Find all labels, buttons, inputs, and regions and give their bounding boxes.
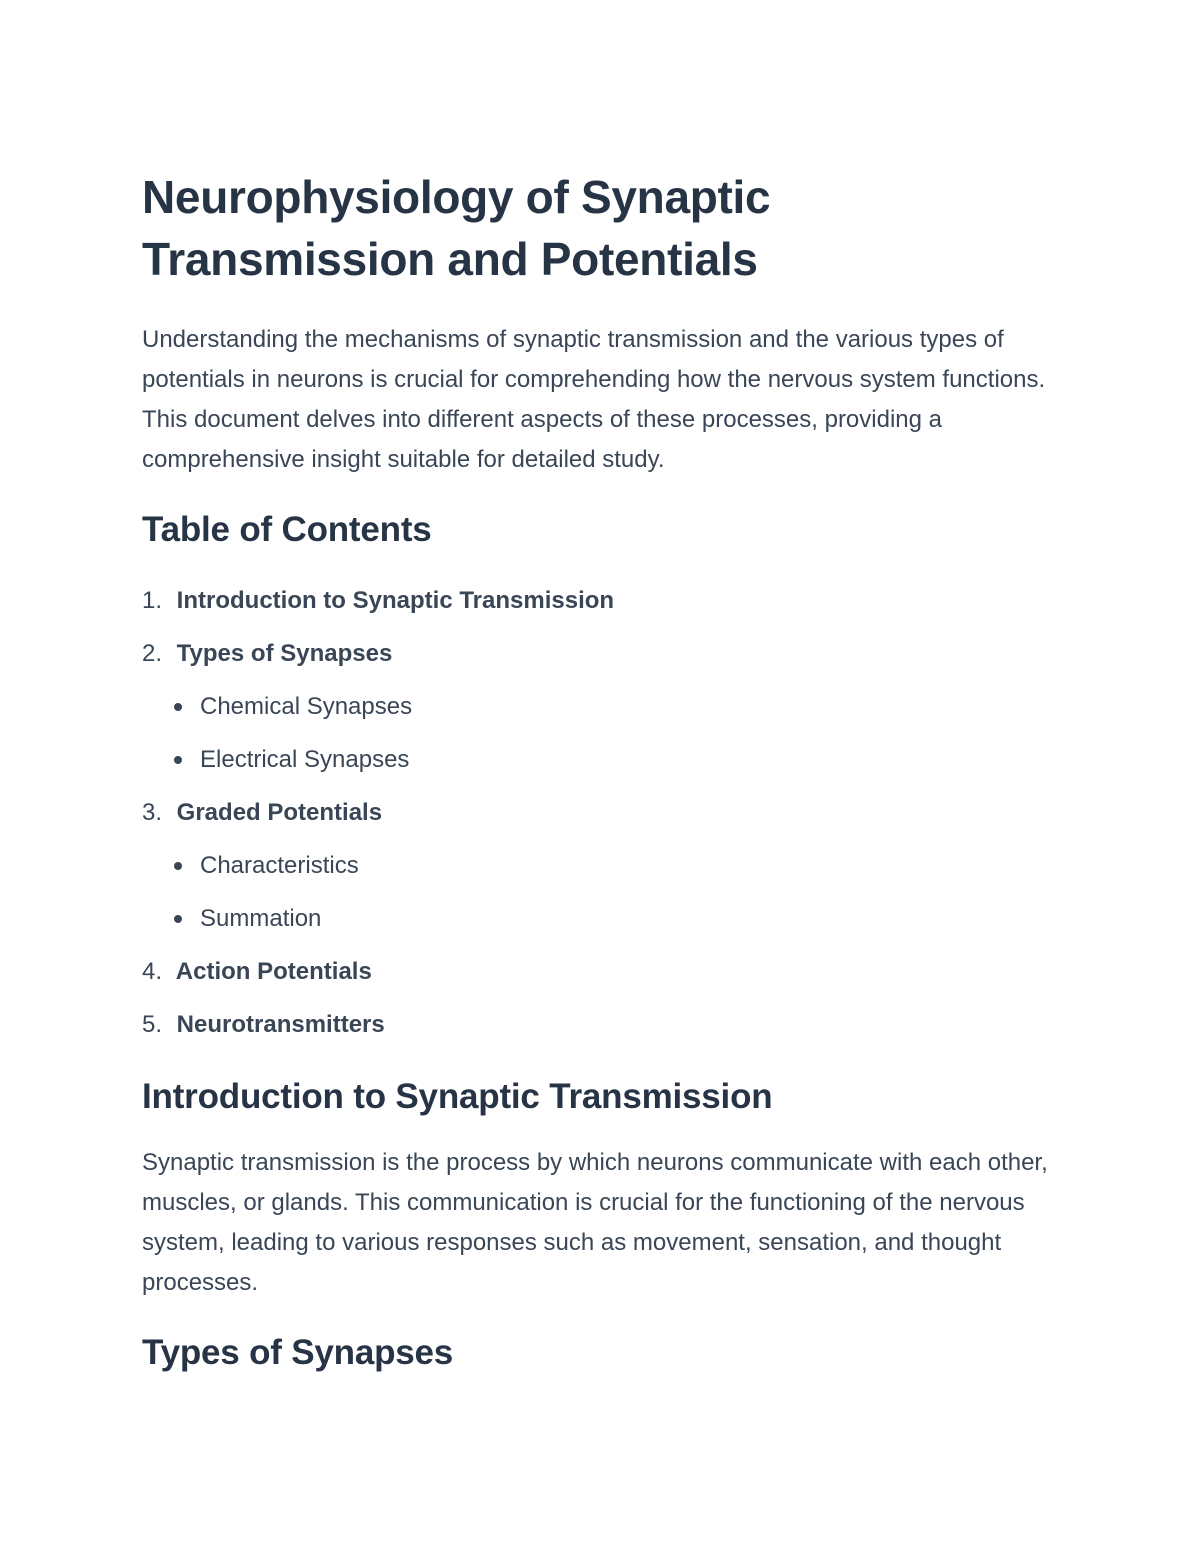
intro-paragraph: Understanding the mechanisms of synaptic transmission and the various types of potentials in neurons is crucial for comprehending how the nervous system functions. This document delves into different aspects of these processes, providing a comprehensive insight suitable for detailed study.: [142, 326, 1046, 473]
section-heading-types-of-synapses: Types of Synapses: [142, 1333, 454, 1372]
toc-item-label: Action Potentials: [175, 958, 372, 985]
toc-item-number: 3.: [142, 799, 163, 826]
toc-item-introduction[interactable]: [142, 574, 1062, 627]
toc-item-number: 2.: [142, 640, 163, 667]
toc-item-label: Types of Synapses: [176, 640, 393, 667]
table-of-contents: [142, 574, 1062, 1051]
section-heading-introduction: Introduction to Synaptic Transmission: [142, 1077, 773, 1116]
toc-subitem-characteristics[interactable]: Characteristics: [172, 839, 1062, 892]
toc-item-number: 5.: [142, 1011, 163, 1038]
toc-item-types-of-synapses[interactable]: [142, 627, 1062, 786]
document-page: [142, 166, 1062, 1375]
toc-subitem-chemical-synapses[interactable]: Chemical Synapses: [172, 680, 1062, 733]
toc-subitem-summation[interactable]: Summation: [172, 892, 1062, 945]
toc-item-graded-potentials[interactable]: [142, 786, 1062, 945]
toc-subitem-electrical-synapses[interactable]: Electrical Synapses: [172, 733, 1062, 786]
section-paragraph-introduction: Synaptic transmission is the process by which neurons communicate with each other, muscles, or glands. This communication is crucial for the functioning of the nervous system, leading to various responses such as movement, sensation, and thought processes.: [142, 1149, 1048, 1296]
toc-item-label: Introduction to Synaptic Transmission: [176, 587, 615, 614]
document-title: Neurophysiology of Synaptic Transmission and Potentials: [142, 171, 771, 285]
toc-item-number: 4.: [142, 958, 163, 985]
toc-heading: Table of Contents: [142, 510, 432, 549]
toc-item-action-potentials[interactable]: [142, 945, 1062, 998]
toc-item-neurotransmitters[interactable]: [142, 998, 1062, 1051]
toc-item-number: 1.: [142, 587, 163, 614]
toc-item-label: Graded Potentials: [176, 799, 383, 826]
toc-item-label: Neurotransmitters: [176, 1011, 385, 1038]
toc-sublist: [142, 680, 1062, 786]
toc-sublist: [142, 839, 1062, 945]
